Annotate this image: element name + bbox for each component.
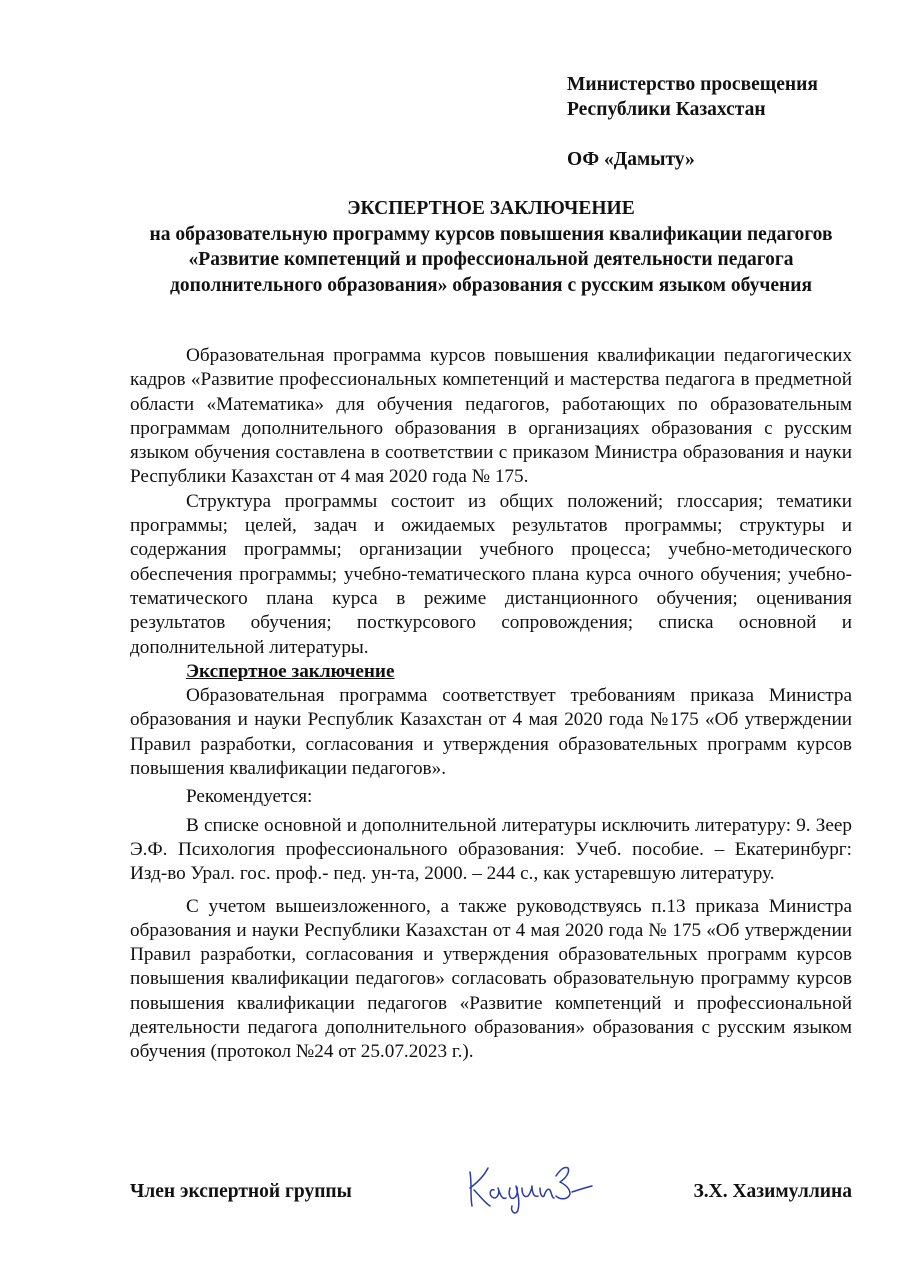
document-body bbox=[130, 344, 852, 1065]
handwritten-signature bbox=[460, 1154, 610, 1214]
document-title: ЭКСПЕРТНОЕ ЗАКЛЮЧЕНИЕ bbox=[347, 198, 635, 219]
addressee-ministry-line2: Республики Казахстан bbox=[567, 99, 766, 120]
document-subtitle: на образовательную программу курсов повышения квалификации педагогов «Развитие компетенций и профессиональной деятельности педагога дополнительного образования» образования с русским языком обучения bbox=[149, 223, 833, 296]
body-paragraph-4: В списке основной и дополнительной литературы исключить литературу: 9. Зеер Э.Ф. Психология профессионального образования: Учеб. пособие. – Екатеринбург: Изд-во Урал. гос. проф.- пед. ун-та, 2000. – 244 с., как устаревшую литературу. bbox=[130, 814, 852, 885]
body-paragraph-5: С учетом вышеизложенного, а также руководствуясь п.13 приказа Министра образования и науки Республики Казахстан от 4 мая 2020 года № 175 «Об утверждении Правил разработки, согласования и утверждения образовательных программ курсов повышения квалификации педагогов» согласовать образовательную программу курсов повышения квалификации педагогов «Развитие компетенций и профессиональной деятельности педагога дополнительного образования» образования с русским языком обучения (протокол №24 от 25.07.2023 г.). bbox=[130, 895, 852, 1063]
addressee-block bbox=[567, 72, 818, 172]
recommendation-label: Рекомендуется: bbox=[186, 786, 313, 808]
document-heading bbox=[130, 196, 852, 298]
signatory-role: Член экспертной группы bbox=[130, 1181, 352, 1202]
expert-conclusion-subheading: Экспертное заключение bbox=[186, 660, 395, 682]
addressee-ministry-line1: Министерство просвещения bbox=[567, 74, 818, 95]
signature-row bbox=[130, 1180, 852, 1210]
signatory-name: З.Х. Хазимуллина bbox=[693, 1181, 852, 1202]
body-paragraph-2: Структура программы состоит из общих положений; глоссария; тематики программы; целей, задач и ожидаемых результатов программы; структуры и содержания программы; организации учебного процесса; учебно-методического обеспечения программы; учебно-тематического плана курса очного обучения; учебно-тематического плана курса в режиме дистанционного обучения; оценивания результатов обучения; посткурсового сопровождения; списка основной и дополнительной литературы. bbox=[130, 490, 852, 658]
body-paragraph-1: Образовательная программа курсов повышения квалификации педагогических кадров «Развитие профессиональных компетенций и мастерства педагога в предметной области «Математика» для обучения педагогов, работающих по образовательным программам дополнительного образования в организациях образования с русским языком обучения составлена в соответствии с приказом Министра образования и науки Республики Казахстан от 4 мая 2020 года № 175. bbox=[130, 345, 852, 488]
addressee-organization: ОФ «Дамыту» bbox=[567, 149, 695, 170]
body-paragraph-3: Образовательная программа соответствует требованиям приказа Министра образования и науки Республик Казахстан от 4 мая 2020 года №175 «Об утверждении Правил разработки, согласования и утверждения образовательных программ курсов повышения квалификации педагогов». bbox=[130, 685, 852, 780]
